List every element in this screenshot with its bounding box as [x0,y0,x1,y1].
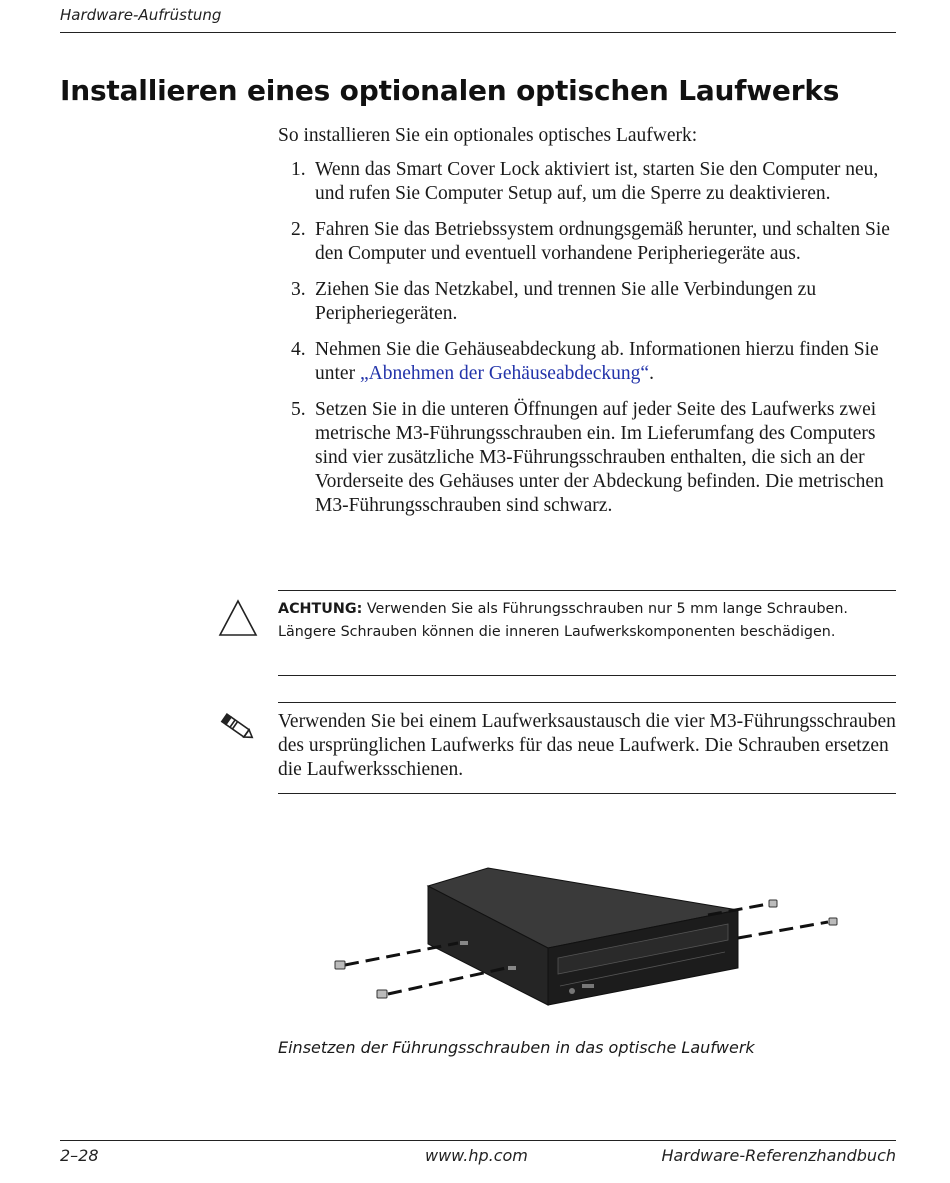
step-number: 1. [291,159,306,180]
main-content [278,124,898,530]
step-text: Wenn das Smart Cover Lock aktiviert ist, starten Sie den Computer neu, und rufen Sie Computer Setup auf, um die Sperre zu deaktivieren. [315,159,879,204]
page-number: 2–28 [60,1146,99,1165]
step-item [278,278,898,326]
step-text: Nehmen Sie die Gehäuseabdeckung ab. Informationen hierzu finden Sie unter [315,339,879,384]
footer-book-title: Hardware-Referenzhandbuch [661,1146,896,1165]
step-text: Fahren Sie das Betriebssystem ordnungsgemäß herunter, und schalten Sie den Computer und eventuell vorhandene Peripheriegeräte aus. [315,219,890,264]
page-footer [60,1140,896,1171]
intro-text: So installieren Sie ein optionales optisches Laufwerk: [278,125,698,146]
note-text: Verwenden Sie bei einem Laufwerksaustausch die vier M3-Führungsschrauben des ursprünglichen Laufwerks für das neue Laufwerk. Die Schrauben ersetzen die Laufwerksschienen. [278,711,896,780]
step-text: Setzen Sie in die unteren Öffnungen auf jeder Seite des Laufwerks zwei metrische M3-Führungsschrauben ein. Im Lieferumfang des Computers sind vier zusätzliche M3-Führungsschrauben enthalten, die sich an der Vorderseite des Gehäuses unter der Abdeckung befinden. Die metrischen M3-Führungsschrauben sind schwarz. [315,399,884,516]
running-header [60,6,896,33]
step-item [278,218,898,266]
figure-caption: Einsetzen der Führungsschrauben in das optische Laufwerk [278,1038,755,1057]
optical-drive-illustration [320,860,850,1010]
header-section-title: Hardware-Aufrüstung [60,6,222,24]
step-text-end: . [649,363,654,384]
steps-list [278,158,898,518]
caution-body: Verwenden Sie als Führungsschrauben nur 5 mm lange Schrauben. Längere Schrauben können die inneren Laufwerkskomponenten beschädigen. [278,601,848,640]
step-number: 2. [291,219,306,240]
cross-reference-link[interactable]: „Abnehmen der Gehäuseabdeckung“ [359,363,650,384]
step-number: 3. [291,279,306,300]
page-title: Installieren eines optionalen optischen Laufwerks [60,74,840,107]
step-text: Ziehen Sie das Netzkabel, und trennen Sie alle Verbindungen zu Peripheriegeräten. [315,279,817,324]
note-box [278,702,896,794]
caution-label: ACHTUNG: [278,601,363,617]
caution-box [278,590,896,676]
step-number: 4. [291,339,306,360]
step-number: 5. [291,399,306,420]
step-item [278,158,898,206]
footer-url: www.hp.com [425,1146,528,1165]
caution-text [278,598,896,644]
step-item [278,338,898,386]
step-item [278,398,898,518]
pencil-note-icon [218,711,258,745]
warning-triangle-icon [218,599,258,637]
